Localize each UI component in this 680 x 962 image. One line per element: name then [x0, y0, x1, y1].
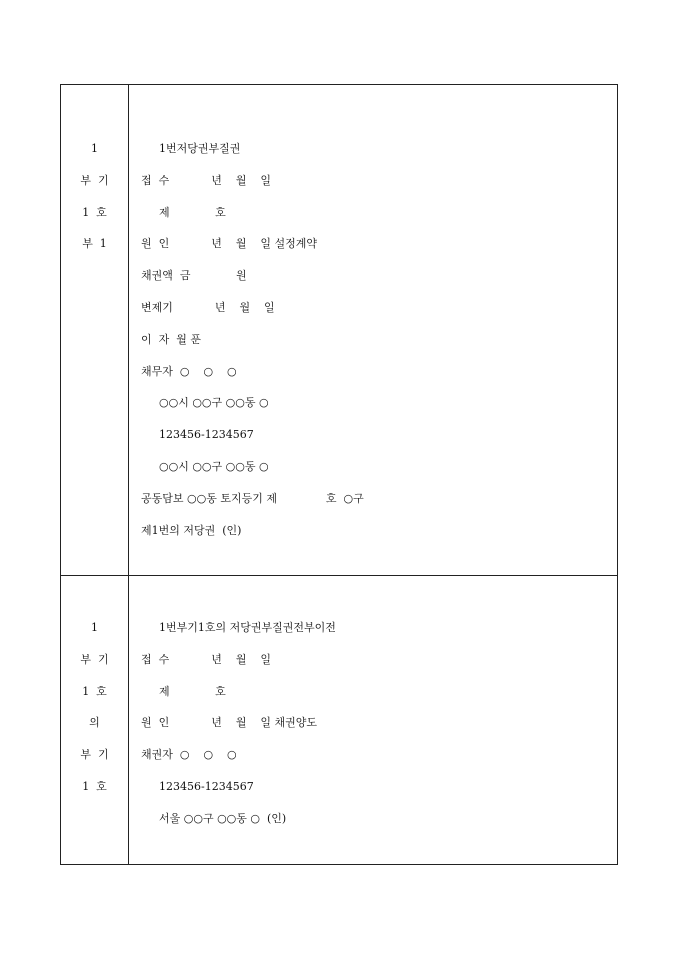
receipt-number-line: 제 호 — [159, 684, 226, 698]
joint-collateral-line: 공동담보 ○○동 토지등기 제 호 ○구 — [141, 491, 364, 505]
spacer — [61, 85, 128, 133]
entry-number-label: 부 기 — [80, 652, 109, 666]
entry-number-label: 부 기 — [80, 173, 109, 187]
address-line: ○○시 ○○구 ○○동 ○ — [159, 459, 269, 473]
entry-number-label: 1 호 — [82, 684, 107, 698]
entry-number-label: 의 — [89, 716, 100, 730]
entry-number-label: 부 기 — [80, 748, 109, 762]
receipt-number-line: 제 호 — [159, 205, 226, 219]
due-date-line: 변제기 년 월 일 — [141, 300, 275, 314]
claim-amount-line: 채권액 금 원 — [141, 269, 247, 283]
entry-block-2 — [61, 576, 617, 864]
address-line: ○○시 ○○구 ○○동 ○ — [159, 396, 269, 410]
entry-title: 1번부기1호의 저당권부질권전부이전 — [159, 621, 336, 634]
id-number-line: 123456-1234567 — [159, 428, 254, 442]
entry-content — [129, 576, 617, 864]
receipt-line: 접 수 년 월 일 — [141, 173, 272, 187]
spacer — [61, 576, 128, 612]
entry-number-label: 부 1 — [82, 237, 107, 251]
id-number-line: 123456-1234567 — [159, 779, 254, 793]
entry-block-1 — [61, 85, 617, 576]
entry-title: 1번저당권부질권 — [159, 142, 241, 155]
spacer — [129, 85, 617, 133]
entry-number-label: 1 — [91, 621, 98, 634]
address-line: 서울 ○○구 ○○동 ○ (인) — [159, 811, 287, 825]
entry-number-column — [61, 576, 129, 864]
entry-number-label: 1 호 — [82, 205, 107, 219]
receipt-line: 접 수 년 월 일 — [141, 652, 272, 666]
creditor-line: 채권자 ○ ○ ○ — [141, 748, 237, 762]
entry-number-column — [61, 85, 129, 575]
entry-number-label: 1 호 — [82, 779, 107, 793]
entry-content — [129, 85, 617, 575]
entry-number-label: 1 — [91, 142, 98, 155]
debtor-line: 채무자 ○ ○ ○ — [141, 364, 237, 378]
cause-line: 원 인 년 월 일 설정계약 — [141, 237, 318, 251]
interest-line: 이 자 월 푼 — [141, 332, 201, 346]
cause-line: 원 인 년 월 일 채권양도 — [141, 716, 318, 730]
mortgage-line: 제1번의 저당권 (인) — [141, 523, 242, 537]
register-form — [60, 84, 618, 865]
spacer — [129, 576, 617, 612]
